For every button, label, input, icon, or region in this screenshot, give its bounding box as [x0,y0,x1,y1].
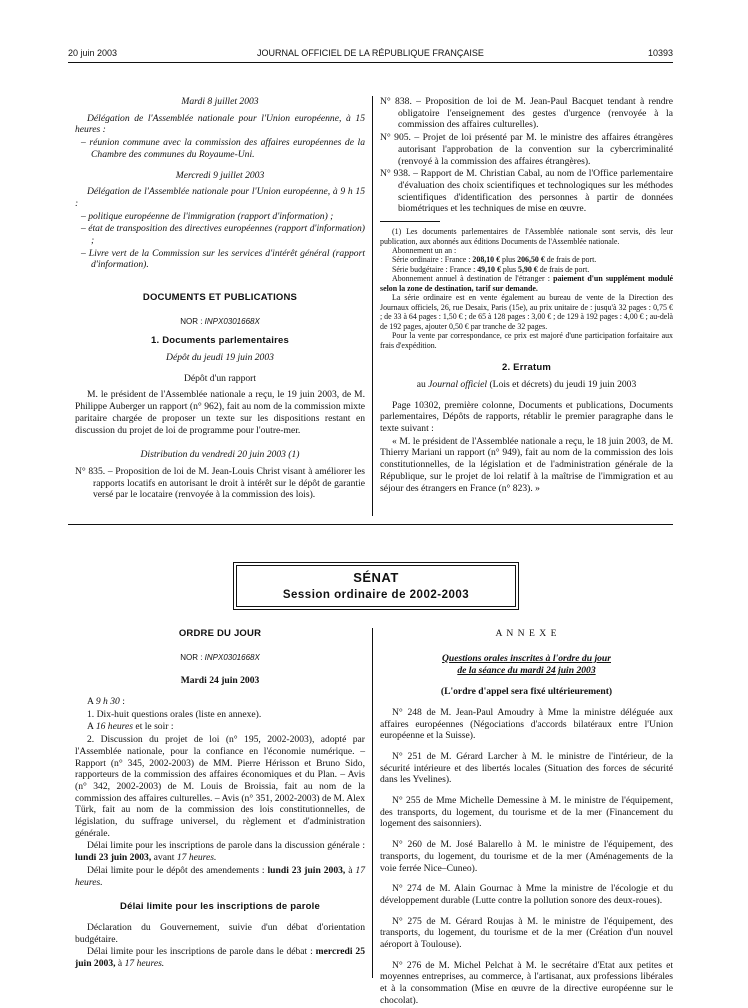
page-header [68,48,673,62]
price-label: Abonnement annuel à destination de l'étranger : [392,274,554,284]
deadline-line [75,840,365,863]
deadline-date: lundi 23 juin 2003, [75,852,152,864]
time-line [75,721,365,733]
senat-banner [236,565,516,607]
deadline-label: Délai limite pour les inscriptions de parole dans le débat : [87,946,316,958]
time-suffix: et le soir : [133,721,174,733]
footnote-rule [380,221,440,222]
erratum-sub-journal: Journal officiel [428,378,488,390]
depot-heading: Dépôt d'un rapport [183,372,257,384]
deadline-time: 17 heures. [75,864,365,888]
price-value: 5,90 € [518,264,538,274]
deadline-time: 17 heures. [124,957,165,969]
senat-title: SÉNAT [353,570,399,585]
document-text: – Proposition de loi de M. Jean-Paul Bacquet tendant à rendre obligatoire l'enseignement des gestes d'urgence (renvoyée à la commission des affaires culturelles). [398,96,674,131]
annexe-title: A N N E X E [495,628,558,639]
agenda-item: – Livre vert de la Commission sur les services d'intérêt général (rapport d'information). [81,247,365,271]
deadline-joiner: avant [151,852,177,864]
question-item: N° 274 de M. Alain Gournac à Mme la ministre de l'écologie et du développement durable (Lutte contre la pollution sonore des deux-roues). [380,883,673,906]
questions-title: de la séance du mardi 24 juin 2003 [457,665,596,677]
footnote-text: La série ordinaire est en vente également au bureau de vente de la Direction des Journaux officiels, 26, rue Desaix, Paris (15e), au prix unitaire de : jusqu'à 32 pages : 0,75 € ; de 33 à 64 pages : 1,50 € ; de 65 à 128 pages : 3,00 € ; de 129 à 192 pages : 4,00 € ; au-delà de 192 pages, ajouter 0,50 € par tranche de 32 pages. [380,293,673,331]
deadline-joiner: à [115,957,125,969]
erratum-text: Page 10302, première colonne, Documents et publications, Documents parlementaires, Dépôts de rapports, rétablir le premier paragraphe dans le texte suivant : [380,399,673,435]
document-text: – Proposition de loi de M. Jean-Louis Christ visant à améliorer les rapports locatifs en autorisant le droit à intérêt sur le dépôt de garantie versé par le locataire (renvoyée à la commission des lois). [93,465,365,501]
deadline-line [75,946,365,969]
erratum-subtitle [380,379,673,391]
document-entry [75,466,365,501]
price-suffix: de frais de port. [544,255,597,265]
erratum-sub-suffix: (Lois et décrets) du jeudi 19 juin 2003 [487,378,637,390]
column-1 [75,96,365,502]
senat-subtitle: Session ordinaire de 2002-2003 [282,588,470,601]
declaration-text: Déclaration du Gouvernement, suivie d'un débat d'orientation budgétaire. [75,921,365,945]
subsection-title: 1. Documents parlementaires [151,335,289,347]
footnote-price [380,265,673,274]
appel-note: (L'ordre d'appel sera fixé ultérieurement) [440,686,613,698]
deadline-label: Délai limite pour le dépôt des amendements : [87,864,268,876]
deadline-date: mercredi 25 juin 2003, [75,946,365,969]
header-rule [68,62,673,63]
price-suffix: de frais de port. [537,264,590,274]
nor-code: INPX0301668X [204,652,260,662]
document-text: – Rapport de M. Christian Cabal, au nom de l'Office parlementaire d'évaluation des choix scientifiques et technologiques sur les méthodes scientifiques d'identification des personnes à partir de données biométriques et les techniques de mise en œuvre. [398,168,673,215]
footnote-text: Abonnement un an : [392,246,457,255]
price-joiner: plus [500,264,519,274]
header-journal-title: JOURNAL OFFICIEL DE LA RÉPUBLIQUE FRANÇAISE [257,48,484,58]
erratum-sub-prefix: au [416,378,429,390]
agenda-item: – réunion commune avec la commission des affaires européennes de la Chambre des communes du Royaume-Uni. [81,137,365,160]
agenda-item: – état de transposition des directives européennes (rapport d'information) ; [81,223,365,247]
price-label: Série ordinaire : France : [392,255,473,265]
price-value: 208,10 € [472,255,501,265]
header-page-number: 10393 [647,48,673,58]
footnote-text [380,274,673,293]
ordre-du-jour-title: ORDRE DU JOUR [178,628,262,639]
column-divider [372,628,373,978]
section-rule [68,524,673,525]
date-heading: Mardi 8 juillet 2003 [181,96,259,107]
time-prefix: A [87,696,96,708]
depot-date: Dépôt du jeudi 19 juin 2003 [166,352,274,364]
agenda-item: 1. Dix-huit questions orales (liste en annexe). [87,708,262,720]
footnote-price [380,255,673,264]
document-number: N° 938. [380,168,411,180]
delegation-line: Délégation de l'Assemblée nationale pour l'Union européenne, à 15 heures : [75,112,365,136]
question-item: N° 255 de Mme Michelle Demessine à M. le ministre de l'équipement, des transports, du logement, du tourisme et de la mer (Financement du logement des saisonniers). [380,795,673,830]
erratum-quote: « M. le président de l'Assemblée nationale a reçu, le 18 juin 2003, de M. Thierry Mariani un rapport (n° 949), fait au nom de la commission des lois constitutionnelles, de la législation et de l'administration générale de la République, sur le projet de loi relatif à la maîtrise de l'immigration et au séjour des étrangers en France (n° 823). » [380,435,673,494]
price-value: 206,50 € [517,255,545,265]
agenda-item: – politique européenne de l'immigration (rapport d'information) ; [81,210,334,222]
sitting-date: Mardi 24 juin 2003 [180,675,260,687]
time-value: 16 heures [95,721,134,733]
nor-code: INPX0301668X [204,316,260,326]
document-number: N° 838. [380,96,412,107]
document-entry [380,96,673,131]
column-4 [380,628,673,1008]
column-2 [380,96,673,495]
document-entry [380,132,673,167]
price-note: paiement d'un supplément modulé selon la zone de destination, tarif sur demande. [380,274,674,293]
document-number: N° 835. [75,465,106,477]
nor-reference [75,653,365,663]
date-heading: Mercredi 9 juillet 2003 [175,169,265,181]
question-item: N° 276 de M. Michel Pelchat à M. le secrétaire d'Etat aux petites et moyennes entreprises, au commerce, à l'artisanat, aux professions libérales et à la consommation (Mise en œuvre de la directive européenne sur le chocolat). [380,959,673,1006]
document-text: – Projet de loi présenté par M. le ministre des affaires étrangères autorisant l'approbation de la convention sur la cybercriminalité (renvoyé à la commission des affaires étrangères). [398,132,674,167]
section-title: DOCUMENTS ET PUBLICATIONS [142,292,298,304]
question-item: N° 251 de M. Gérard Larcher à M. le ministre de l'intérieur, de la sécurité intérieure et des libertés locales (Situation des forces de sécurité dans les Yvelines). [380,750,673,786]
deadline-joiner: à [345,864,356,876]
question-item: N° 260 de M. José Balarello à M. le ministre de l'équipement, des transports, du logement, du tourisme et de la mer (Aménagements de la voie ferrée Nice–Cuneo). [380,839,673,874]
time-line [75,696,365,708]
price-joiner: plus [500,255,518,265]
time-value: 9 h 30 [95,696,120,708]
deadline-date: lundi 23 juin 2003, [267,864,346,876]
questions-title: Questions orales inscrites à l'ordre du jour [442,652,611,664]
footnote [380,227,673,350]
nor-label: NOR : [180,316,203,326]
document-number: N° 905. [380,132,411,144]
nor-reference [75,317,365,327]
footnote-text: Pour la vente par correspondance, ce prix est majoré d'une participation forfaitaire aux frais d'expédition. [380,331,673,350]
document-entry [380,168,673,215]
price-value: 49,10 € [477,264,501,274]
price-label: Série budgétaire : France : [392,264,478,274]
deadline-line [75,865,365,888]
column-divider [372,96,373,516]
header-date: 20 juin 2003 [68,48,118,58]
column-3 [75,628,365,971]
erratum-title: 2. Erratum [502,362,551,374]
nor-label: NOR : [180,652,203,662]
distribution-date: Distribution du vendredi 20 juin 2003 (1) [140,449,300,461]
agenda-item: 2. Discussion du projet de loi (n° 195, 2002-2003), adopté par l'Assemblée nationale, pour la confiance en l'économie numérique. – Rapport (n° 345, 2002-2003) de MM. Pierre Hérisson et Bruno Sido, rapporteurs de la commission des affaires économiques et du Plan. – Avis (n° 342, 2002-2003) de M. Louis de Broissia, fait au nom de la commission des affaires culturelles. – Avis (n° 351, 2002-2003) de M. Alex Türk, fait au nom de la commission des lois constitutionnelles, de législation, du suffrage universel, du règlement et d'administration générale. [75,734,365,839]
deadline-time: 17 heures. [176,852,217,864]
delai-title: Délai limite pour les inscriptions de parole [120,901,320,913]
question-item: N° 275 de M. Gérard Roujas à M. le ministre de l'équipement, des transports, du logement, du tourisme et de la mer (Création d'un nouvel aéroport à Toulouse). [380,915,673,951]
deadline-label: Délai limite pour les inscriptions de parole dans la discussion générale : [87,840,365,852]
question-item: N° 248 de M. Jean-Paul Amoudry à Mme la ministre déléguée aux affaires européennes (Négociations d'accords bilatéraux entre l'Union européenne et la Suisse). [380,706,673,742]
delegation-line: Délégation de l'Assemblée nationale pour l'Union européenne, à 9 h 15 : [75,186,365,209]
time-suffix: : [119,696,125,708]
time-prefix: A [87,721,96,733]
depot-text: M. le président de l'Assemblée nationale a reçu, le 19 juin 2003, de M. Philippe Auberger un rapport (n° 962), fait au nom de la commission mixte paritaire chargée de proposer un texte sur les dispositions restant en discussion du projet de loi de programme pour l'outre-mer. [75,389,365,436]
footnote-text: (1) Les documents parlementaires de l'Assemblée nationale sont servis, dès leur publication, aux abonnés aux éditions Documents de l'Assemblée nationale. [380,227,673,246]
